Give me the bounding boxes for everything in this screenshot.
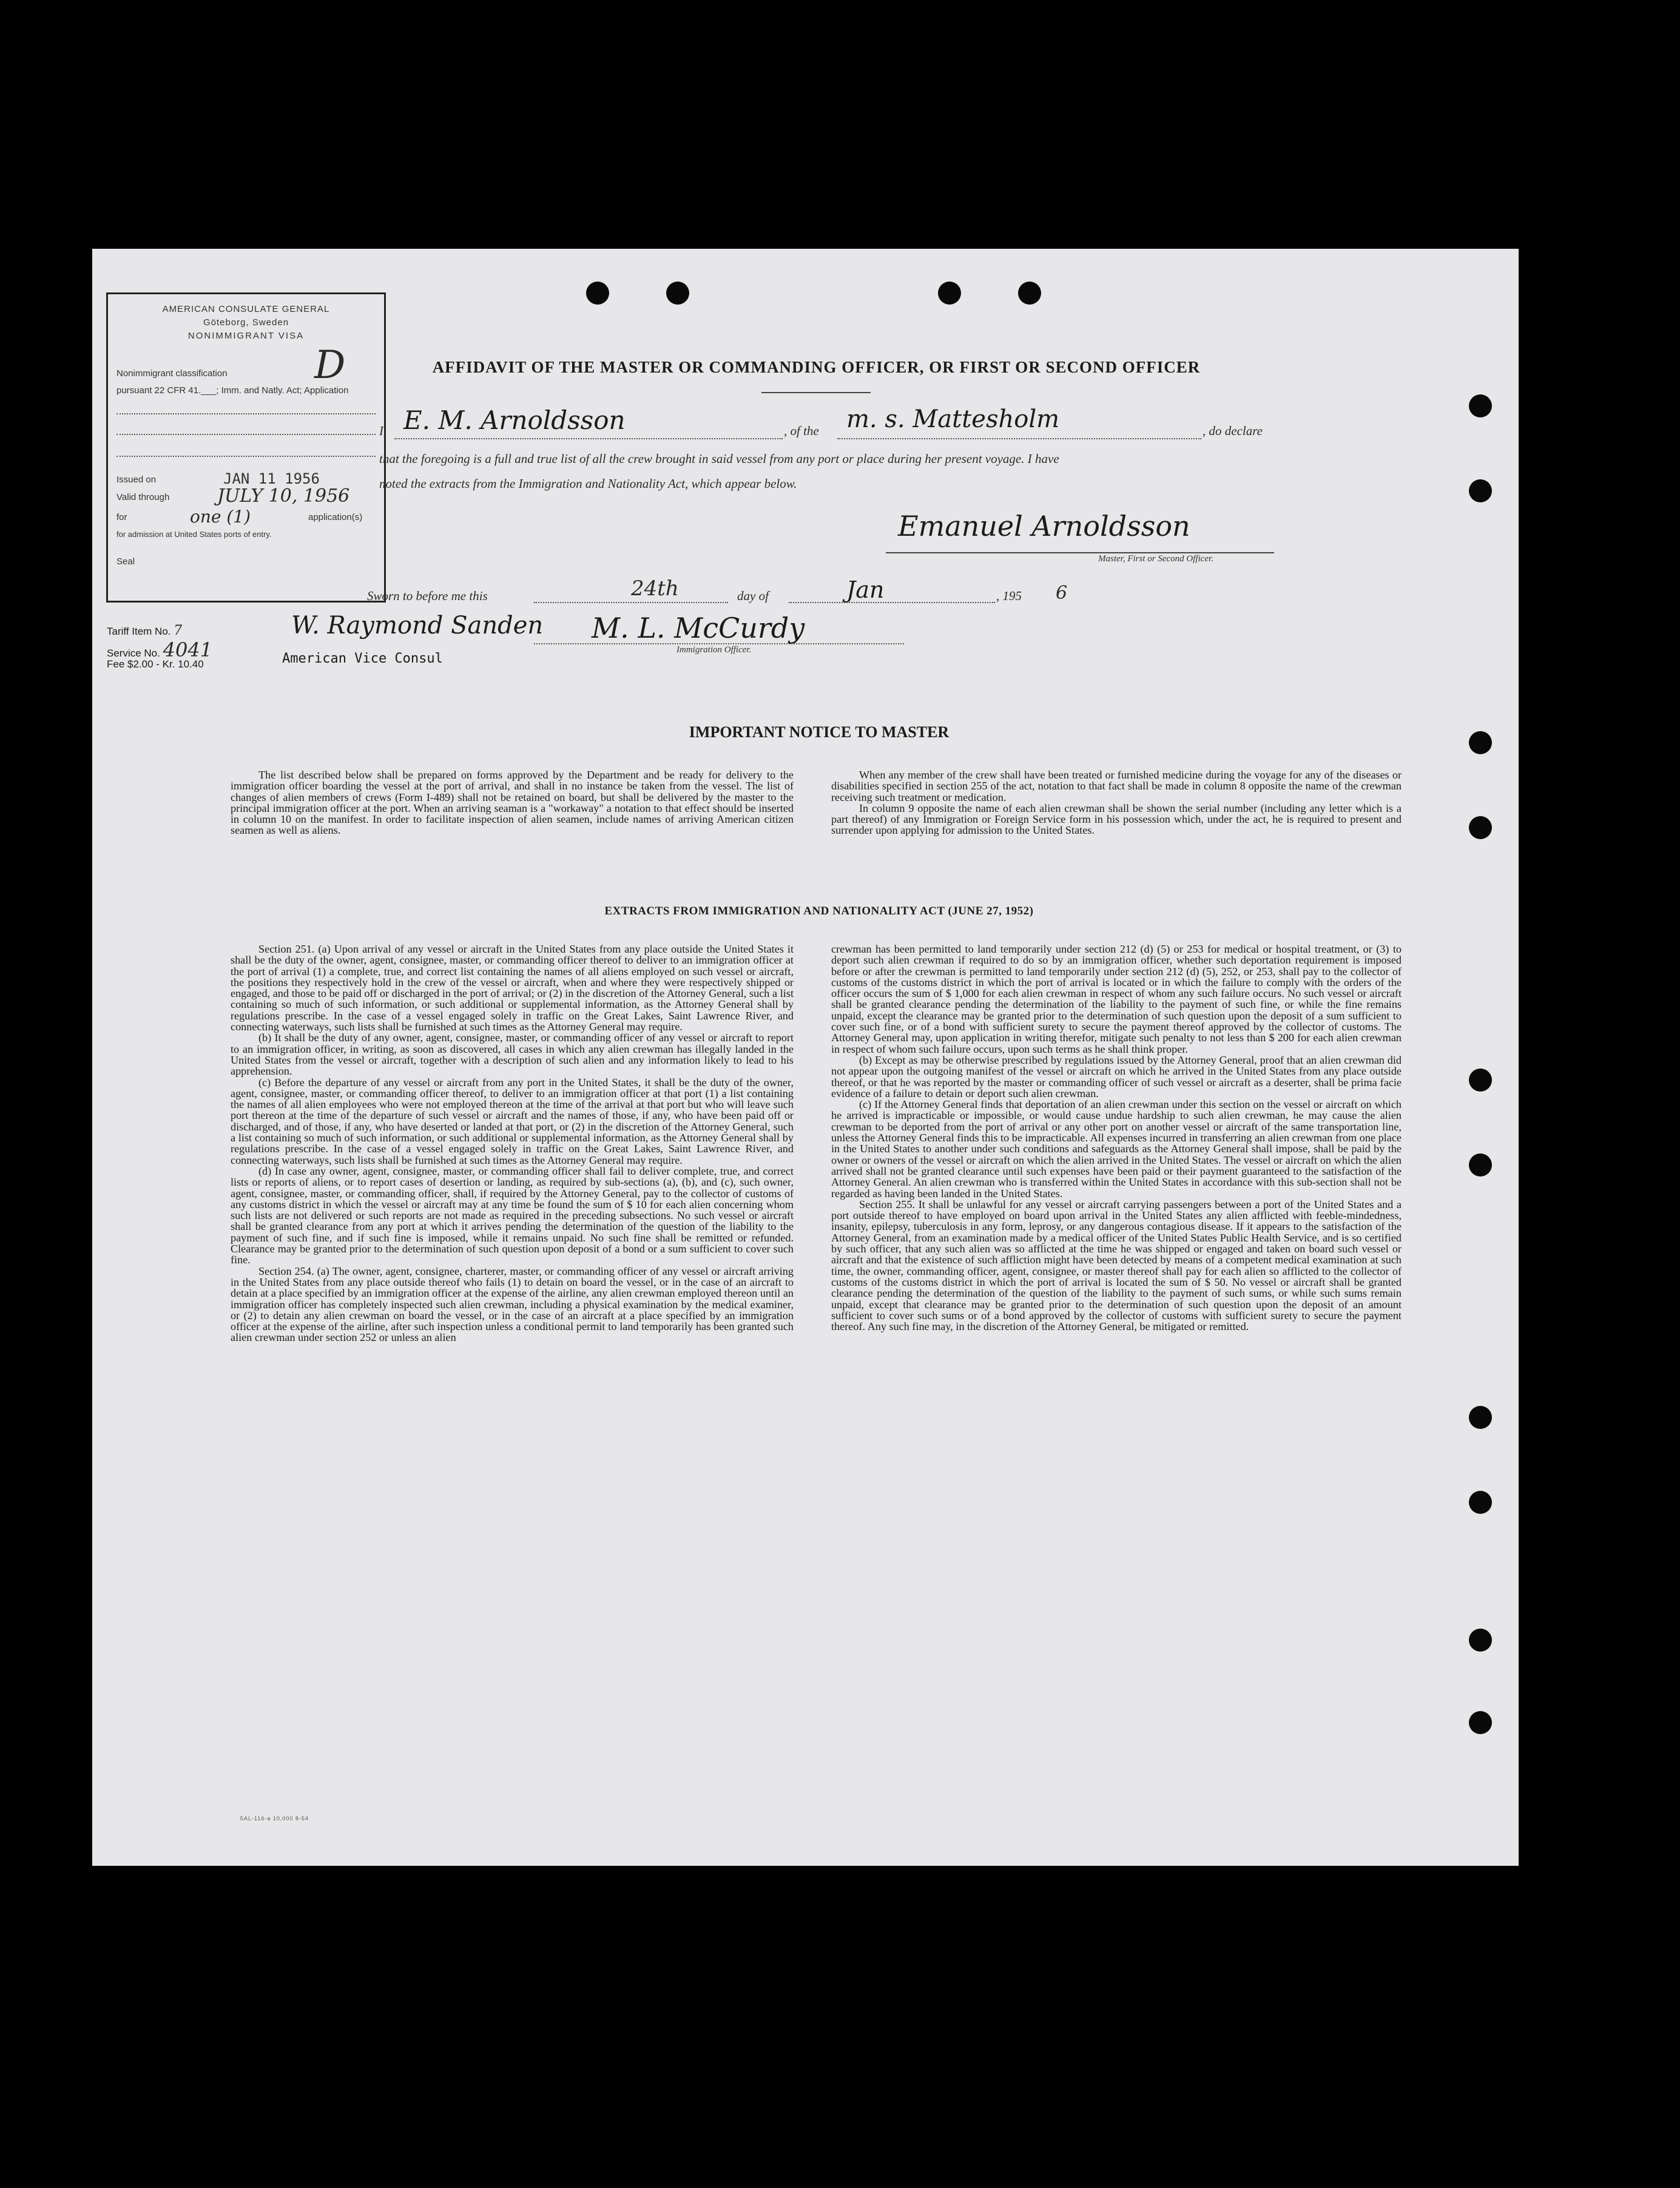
punch-hole [1469,394,1492,417]
issued-date: JAN 11 1956 [223,470,320,487]
for-label: for [116,512,127,522]
consulate-visa-stamp [106,292,386,603]
pursuant-label: pursuant 22 CFR 41.___; Imm. and Natly. Act; Application [116,385,349,396]
applications-label: application(s) [308,512,363,522]
form-number: SAL-116-a 10,000 8-54 [240,1815,309,1822]
immigration-officer-signature: M. L. McCurdy [592,612,805,644]
stamp-header-line: Göteborg, Sweden [203,317,289,328]
act-paragraph: (b) It shall be the duty of any owner, agent, consignee, master, or commanding officer of any vessel or aircraft to report to an immigration officer, in writing, as soon as discovered, all cases in which any alien crewman has illegally landed in the United States from the vessel or aircraft, together with a description of such alien and any information likely to lead to his apprehension. [231,1032,794,1078]
valid-through-label: Valid through [116,492,170,502]
day-rule [534,602,728,603]
stamp-header-line: NONIMMIGRANT VISA [187,331,305,341]
punch-hole [1469,1629,1492,1652]
applications-count: one (1) [190,507,251,527]
act-paragraph: (c) If the Attorney General finds that deportation of an alien crewman under this section on the vessel or aircraft on which he arrived is impracticable or impossible, or would cause undue hardship to such alien crewman, he may cause the alien crewman to be deported from the port of arrival or any other port on another vessel or aircraft of the same transportation line, unless the Attorney General finds this to be impracticable. All expenses incurred in transferring an alien crewman from one place in the United States to another under such conditions and safeguards as the Attorney General shall impose, shall be paid by the owner or owners of the vessel or aircraft on which the alien arrived in the United States. The vessel or aircraft on which the alien arrived shall not be granted clearance until such expenses have been paid or their payment guaranteed to the satisfaction of the Attorney General. An alien crewman who is transferred within the United States in accordance with this sub-section shall not be regarded as having been landed in the United States. [831,1098,1402,1200]
declarant-name: E. M. Arnoldsson [403,405,626,435]
act-paragraph: crewman has been permitted to land temporarily under section 212 (d) (5) or 253 for medical or hospital treatment, or (3) to deport such alien crewman if required to do so by an immigration officer, whether such deportation requirement is imposed before or after the crewman is permitted to land temporarily under section 212 (d) (5), 252, or 253, shall pay to the collector of customs of the customs district in which the port of arrival is located or in which the failure to comply with the orders of the officer occurs the sum of $ 1,000 for each alien crewman in respect of whom any such failure occurs. No such vessel or aircraft shall be granted clearance pending the determination of the liability to the payment of such fine, or while the fine remains unpaid, except the clearance may be granted prior to the determination of such question upon the deposit of a sum sufficient to cover such fine, or of a bond with sufficient surety to secure the payment thereof approved by the collector of customs. The Attorney General may, upon application in writing therefor, mitigate such penalty to not less than $ 200 for each alien crewman in respect of whom such failure occurs, upon such terms as he shall think proper. [831,943,1402,1055]
act-paragraph: Section 251. (a) Upon arrival of any vessel or aircraft in the United States from any place outside the United States it shall be the duty of the owner, agent, consignee, master, or commanding officer thereof to deliver to an immigration officer at the port of arrival (1) a complete, true, and correct list containing the names of all aliens employed on such vessel or aircraft, the positions they respectively hold in the crew of the vessel or aircraft, when and where they were respectively shipped or engaged, and those to be paid off or discharged in the port of arrival; or (2) in the discretion of the Attorney General, such a list containing so much of such information, or such additional or supplemental information, as the Attorney General shall by regulations prescribe. In the case of a vessel engaged solely in traffic on the Great Lakes, Saint Lawrence River, and connecting waterways, such lists shall be furnished at such times as the Attorney General may require. [231,943,794,1033]
year-value: 6 [1056,582,1068,604]
extracts-title: EXTRACTS FROM IMMIGRATION AND NATIONALITY ACT (JUNE 27, 1952) [604,905,1034,917]
notice-title: IMPORTANT NOTICE TO MASTER [689,723,950,741]
dotted-line [116,434,376,435]
affidavit-title: AFFIDAVIT OF THE MASTER OR COMMANDING OFFICER, OR FIRST OR SECOND OFFICER [432,358,1201,376]
tariff-value: 7 [174,623,183,638]
declaration-line: noted the extracts from the Immigration and Nationality Act, which appear below. [379,476,797,491]
punch-hole [1469,816,1492,839]
punch-hole [1469,1711,1492,1734]
vessel-rule [837,438,1201,439]
consul-signature: W. Raymond Sanden [291,612,544,640]
act-paragraph: Section 255. It shall be unlawful for any vessel or aircraft carrying passengers between a port of the United States and a port outside thereof to have employed on board upon arrival in the United States any alien afflicted with feeble-mindedness, insanity, epilepsy, tuberculosis in any form, leprosy, or any dangerous contagious disease. If it appears to the satisfaction of the Attorney General, from an examination made by a medical officer of the United States Public Health Service, and is so certified by such officer, that any such alien was so afflicted at the time he was shipped or engaged and taken on board such vessel or aircraft and that the existence of such affliction might have been detected by means of a competent medical examination at such time, the owner, commanding officer, agent, consignee, or master thereof shall pay for each alien so afflicted to the collector of customs of the customs district in which the port of arrival is located the sum of $ 50. No vessel or aircraft shall be granted clearance pending the determination of the question of the liability to the payment of such sums, or while such sums remain unpaid, except that clearance may be granted prior to the determination of such question upon the deposit of an amount sufficient to cover such sums or of a bond approved by the collector of customs with sufficient surety to secure the payment thereof. Any such fine may, in the discretion of the Attorney General, be mitigated or remitted. [831,1198,1402,1333]
fee-label: Fee $2.00 - Kr. 10.40 [107,658,204,670]
act-paragraph: (b) Except as may be otherwise prescribed by regulations issued by the Attorney General, proof that an alien crewman did not appear upon the outgoing manifest of the vessel or aircraft on which he arrived in the United States from any place outside thereof, or that he was reported by the master or commanding officer of such vessel or aircraft as a deserter, shall be prima facie evidence of a failure to detain or deport such alien crewman. [831,1053,1402,1099]
issued-label: Issued on [116,474,157,485]
punch-hole [586,282,609,305]
notice-right-column [831,769,1402,836]
classification-value: D [314,343,346,388]
punch-hole [938,282,961,305]
consul-title: American Vice Consul [282,651,443,666]
dotted-line [116,413,376,414]
month-rule [789,602,995,603]
do-declare-text: , do declare [1203,424,1263,438]
year-prefix: , 195 [996,589,1022,603]
master-caption: Master, First or Second Officer. [1098,554,1213,564]
declaration-line: that the foregoing is a full and true list of all the crew brought in said vessel from any port or place during her present voyage. I have [379,451,1059,466]
name-rule [394,438,783,439]
immigration-officer-caption: Immigration Officer. [676,645,752,655]
admission-label: for admission at United States ports of entry. [116,530,272,539]
notice-paragraph: The list described below shall be prepared on forms approved by the Department and be ready for delivery to the immigration officer boarding the vessel at the port of arrival, and shall in no instance be taken from the vessel. The list of changes of alien members of crews (Form I-489) shall not be retained on board, but shall be delivered by the master to the principal immigration officer at the port. When an arriving seaman is a "workaway" a notation to that effect should be inserted in column 10 on the manifest. In order to facilitate inspection of alien seamen, include names of arriving American citizen seamen as well as aliens. [231,769,794,837]
punch-hole [1469,479,1492,502]
act-paragraph: (c) Before the departure of any vessel or aircraft from any port in the United States, it shall be the duty of the owner, agent, consignee, master, or commanding officer thereof, to deliver to an immigration officer at that port (1) a list containing the names of all alien employees who were not employed thereon at the time of the arrival at that port but who will leave such port thereon at the time of the departure of such vessel or aircraft and the names of those, if any, who have been paid off or discharged, and of those, if any, who have deserted or landed at that port, or (2) in the discretion of the Attorney General, such a list containing so much of such information, or such additional or supplemental information, as the Attorney General shall by regulations prescribe. In the case of a vessel engaged solely in traffic on the Great Lakes, Saint Lawrence River, and connecting waterways, such lists shall be furnished at such times as the Attorney General may require. [231,1076,794,1166]
vessel-name: m. s. Mattesholm [846,405,1060,433]
stamp-header-line: AMERICAN CONSULATE GENERAL [162,304,330,314]
seal-label: Seal [116,556,135,567]
dotted-line [116,456,376,457]
act-paragraph: Section 254. (a) The owner, agent, consignee, charterer, master, or commanding officer of any vessel or aircraft arriving in the United States from any place outside thereof who fails (1) to detain on board the vessel, or in the case of an aircraft to detain at a place specified by an immigration officer at the expense of the airline, any alien crewman employed thereon until an immigration officer has completely inspected such alien crewman, including a physical examination by the medical examiner, or (2) to detain any alien crewman on board the vessel, or in the case of an aircraft at a place specified by an immigration officer at the expense of the airline, after such inspection unless a conditional permit to land temporarily has been granted such alien crewman under section 252 or unless an alien [231,1265,794,1344]
title-rule [761,392,871,393]
punch-hole [1018,282,1041,305]
signature-rule [886,552,1274,553]
classification-label: Nonimmigrant classification [116,368,228,379]
day-of-text: day of [737,589,769,603]
sworn-text: Sworn to before me this [367,589,488,603]
punch-hole [1469,1153,1492,1177]
valid-through-date: JULY 10, 1956 [217,485,350,507]
sworn-month: Jan [846,576,885,603]
notice-paragraph: When any member of the crew shall have been treated or furnished medicine during the voyage for any of the diseases or disabilities specified in section 255 of the act, notation to that fact shall be made in column 8 opposite the name of the crewman receiving such treatment or medication. [831,769,1402,803]
act-paragraph: (d) In case any owner, agent, consignee, master, or commanding officer shall fail to deliver complete, true, and correct lists or reports of aliens, or to report cases of desertion or landing, as required by sub-sections (a), (b), and (c), such owner, agent, consignee, master, or commanding officer, shall, if required by the Attorney General, pay to the collector of customs of any customs district in which the vessel or aircraft may at any time be found the sum of $ 10 for each alien concerning whom such lists are not delivered or such reports are not made as required in the preceding subsections. No such vessel or aircraft shall be granted clearance from any port at which it arrives pending the determination of the question of the liability to the payment of such fine, and if such fine is imposed, while it remains unpaid. No such fine shall be remitted or refunded. Clearance may be granted prior to the determination of such question upon deposit of a bond or a sum sufficient to cover such fine. [231,1164,794,1266]
tariff-item [107,623,182,638]
tariff-label: Tariff Item No. [107,626,171,637]
service-value: 4041 [163,638,213,661]
master-signature: Emanuel Arnoldsson [898,510,1190,542]
service-label: Service No. [107,647,160,659]
extracts-left-column [231,944,794,1343]
notice-left-column [231,769,794,836]
punch-hole [1469,1491,1492,1514]
punch-hole [1469,731,1492,754]
extracts-right-column [831,944,1402,1332]
officer-rule [534,643,904,644]
punch-hole [666,282,689,305]
punch-hole [1469,1069,1492,1092]
i-word: I, [379,424,387,438]
punch-hole [1469,1406,1492,1429]
notice-paragraph: In column 9 opposite the name of each alien crewman shall be shown the serial number (including any letter which is a part thereof) of any Immigration or Foreign Service form in his possession which, under the act, he is required to present and surrender upon applying for admission to the United States. [831,802,1402,837]
sworn-day: 24th [631,576,679,601]
of-the-text: , of the [784,424,819,438]
